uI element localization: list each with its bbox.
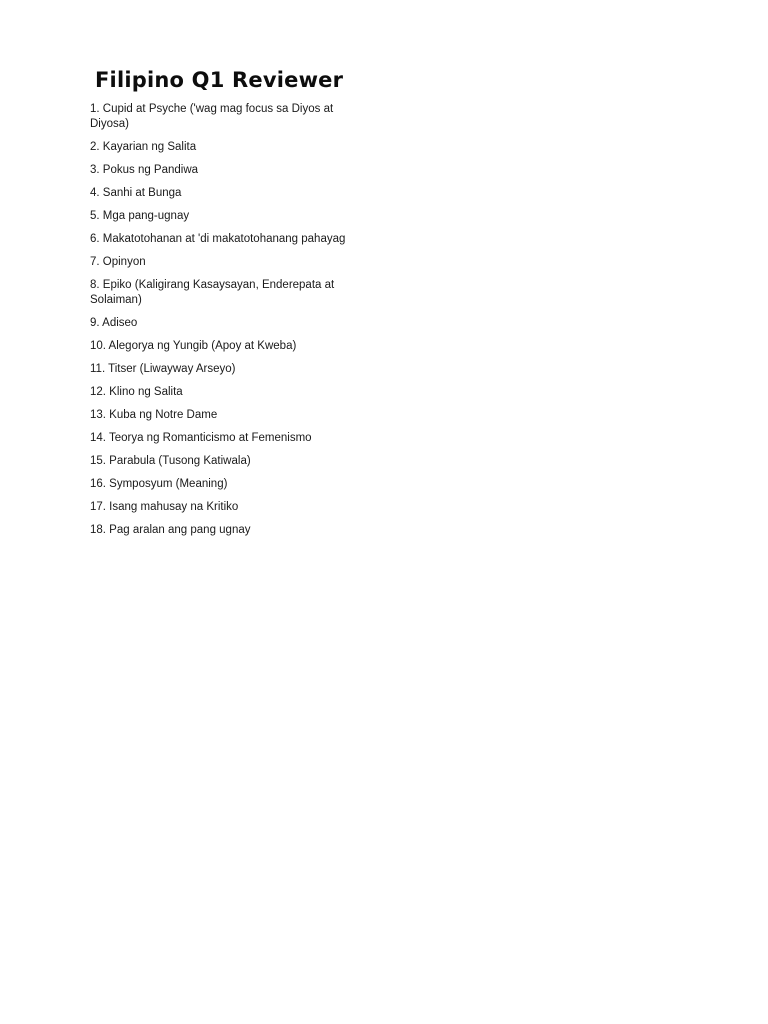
list-item: 10. Alegorya ng Yungib (Apoy at Kweba) xyxy=(90,340,297,352)
list-item: 5. Mga pang-ugnay xyxy=(90,210,190,222)
list-item: 15. Parabula (Tusong Katiwala) xyxy=(90,455,251,467)
list-item: 12. Klino ng Salita xyxy=(90,386,183,398)
list-item: 6. Makatotohanan at 'di makatotohanang pahayag xyxy=(90,233,346,245)
list-item: 18. Pag aralan ang pang ugnay xyxy=(90,524,251,536)
topic-list xyxy=(90,102,365,546)
document-title: Filipino Q1 Reviewer xyxy=(95,68,344,92)
list-item: 2. Kayarian ng Salita xyxy=(90,141,197,153)
list-item: 4. Sanhi at Bunga xyxy=(90,187,182,199)
list-item: 13. Kuba ng Notre Dame xyxy=(90,409,218,421)
list-item: 11. Titser (Liwayway Arseyo) xyxy=(90,363,236,375)
list-item: 7. Opinyon xyxy=(90,256,146,268)
list-item: 17. Isang mahusay na Kritiko xyxy=(90,501,239,513)
list-item: 3. Pokus ng Pandiwa xyxy=(90,164,199,176)
list-item: 9. Adiseo xyxy=(90,317,138,329)
list-item: 16. Symposyum (Meaning) xyxy=(90,478,228,490)
list-item: 1. Cupid at Psyche ('wag mag focus sa Diyos at Diyosa) xyxy=(90,103,334,130)
list-item: 14. Teorya ng Romanticismo at Femenismo xyxy=(90,432,312,444)
list-item: 8. Epiko (Kaligirang Kasaysayan, Enderepata at Solaiman) xyxy=(90,279,335,306)
